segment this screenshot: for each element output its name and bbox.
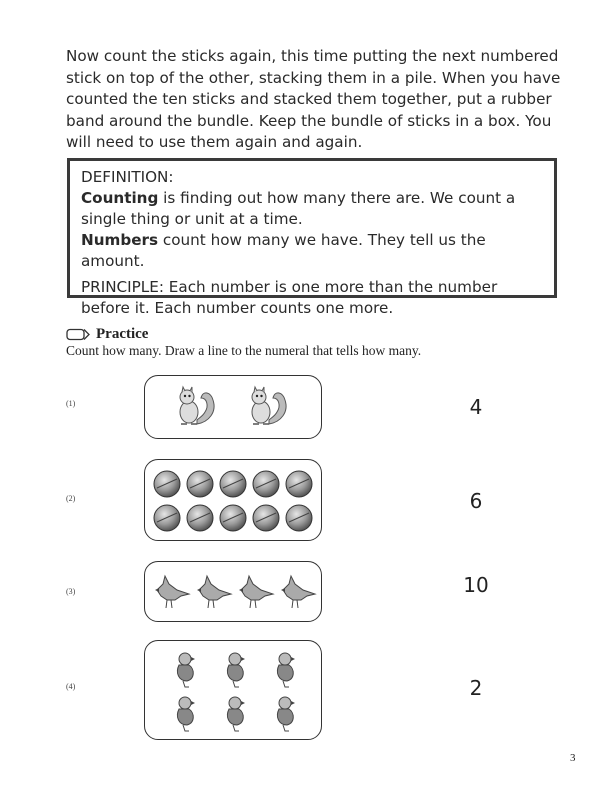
ball-icon	[253, 505, 279, 531]
definition-box	[67, 158, 557, 317]
practice-heading	[66, 324, 148, 344]
numeral-option[interactable]: 6	[469, 489, 483, 513]
ball-icon	[154, 471, 180, 497]
bird-group	[153, 572, 317, 612]
definition-heading: DEFINITION:	[81, 168, 174, 186]
numbers-definition	[81, 230, 543, 272]
squirrel-icon	[171, 384, 219, 430]
ball-icon	[187, 471, 213, 497]
numbers-text: count how many we have. They tell us the amount.	[81, 231, 486, 270]
numeral-option[interactable]: 2	[469, 676, 483, 700]
ball-icon	[286, 471, 312, 497]
question-label-4: (4)	[66, 682, 76, 691]
numbers-term: Numbers	[81, 231, 159, 249]
ball-icon	[187, 505, 213, 531]
parrot-bird-icon	[227, 653, 245, 687]
practice-instruction: Count how many. Draw a line to the numeral that tells how many.	[66, 343, 422, 358]
counting-term: Counting	[81, 189, 159, 207]
picture-box-4[interactable]	[144, 640, 322, 740]
parrot-bird-icon	[177, 697, 195, 731]
picture-box-2[interactable]	[144, 459, 322, 541]
principle-text: PRINCIPLE: Each number is one more than the number before it. Each number counts one more.	[81, 278, 498, 317]
pencil-icon	[66, 328, 90, 341]
practice-title: Practice	[96, 325, 149, 342]
question-label-1: (1)	[66, 399, 76, 408]
picture-box-1[interactable]	[144, 375, 322, 439]
ball-icon	[220, 471, 246, 497]
ball-icon	[286, 505, 312, 531]
cardinal-bird-icon	[197, 576, 231, 608]
parrot-bird-icon	[277, 653, 295, 687]
page-number: 3	[570, 752, 576, 764]
parrot-bird-icon	[177, 653, 195, 687]
ball-icon	[220, 505, 246, 531]
ball-icon	[253, 471, 279, 497]
counting-definition	[81, 188, 543, 230]
numeral-option[interactable]: 10	[463, 573, 489, 597]
question-label-3: (3)	[66, 587, 76, 596]
parrot-group	[163, 649, 309, 735]
parrot-bird-icon	[277, 697, 295, 731]
cardinal-bird-icon	[239, 576, 273, 608]
counting-text: is finding out how many there are. We count a single thing or unit at a time.	[81, 189, 516, 228]
parrot-bird-icon	[227, 697, 245, 731]
cardinal-bird-icon	[155, 576, 189, 608]
squirrel-icon	[243, 384, 291, 430]
cardinal-bird-icon	[281, 576, 315, 608]
ball-icon	[154, 505, 180, 531]
question-label-2: (2)	[66, 494, 76, 503]
picture-box-3[interactable]	[144, 561, 322, 622]
ball-group	[151, 468, 317, 534]
intro-paragraph: Now count the sticks again, this time putting the next numbered stick on top of the other, stacking them in a pile. When you have counted the ten sticks and stacked them together, put a rubber band around the bundle. Keep the bundle of sticks in a box. You will need to use them again and again.	[66, 47, 561, 151]
numeral-option[interactable]: 4	[469, 395, 483, 419]
